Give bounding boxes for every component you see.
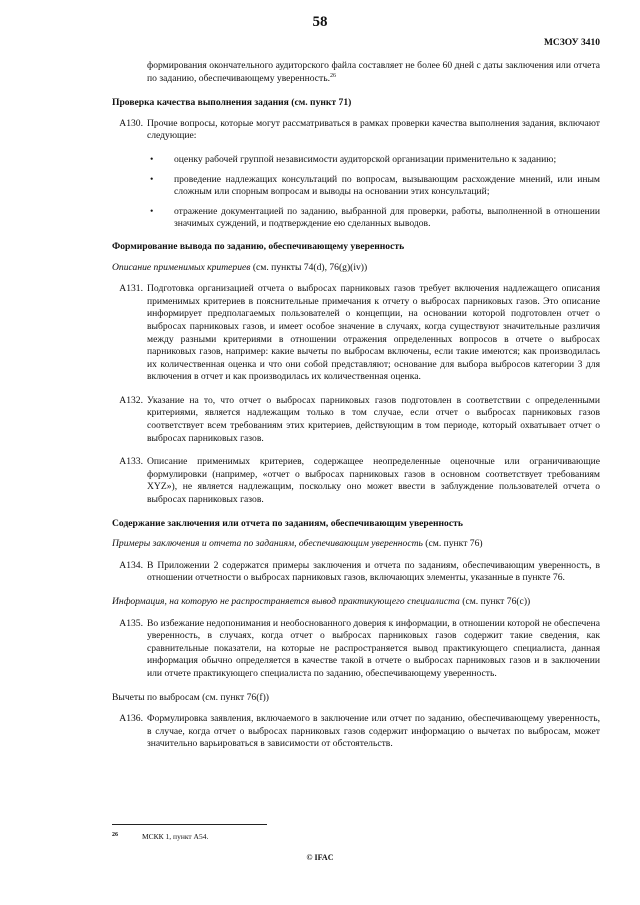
section-heading-report-content: Содержание заключения или отчета по заданиям, обеспечивающим уверенность [112,517,463,529]
paragraph-text: В Приложении 2 содержатся примеры заключения и отчета по заданиям, обеспечивающим уверенность, в отношении отчетности о выбросах парниковых газов, включающих элементы, указанные в пункте 76. [147,559,600,584]
subheading-criteria: Описание применимых критериев (см. пункты 74(d), 76(g)(iv)) [112,261,368,273]
footnote-reference[interactable]: 26 [330,72,337,79]
paragraph-a134 [112,560,600,585]
paragraph-number: А133. [119,456,143,468]
paragraph-text: Подготовка организацией отчета о выбросах парниковых газов требует включения надлежащего описания применимых критериев в пояснительные примечания к отчету о выбросах парниковых газов. Это описание информирует предполагаемых пользователей о концепции, на основании которой подготовлен отчет о выбросах парниковых газов, и имеет особое значение в случаях, когда существуют значительные различия между разными критериями в отношении отражения определенных вопросов в отчете о выбросах парниковых газов, например: какие вычеты по выбросам включены, если такие имеются; как производилась их количественная оценка и что они собой представляют; основание для выбора выбросов категории 3 для включения в отчет и как производилась их количественная оценка. [147,283,600,383]
list-item: • отражение документацией по заданию, выбранной для проверки, работы, выполненной в отношении значимых суждений, и подтверждение ею сделанных выводов. [150,205,600,230]
paragraph-number: А131. [119,283,143,295]
subheading-emission-deductions: Вычеты по выбросам (см. пункт 76(f)) [112,691,269,703]
paragraph-text: Указание на то, что отчет о выбросах парниковых газов подготовлен в соответствии с определенными критериями, является надлежащим только в том случае, если отчет о выбросах парниковых газов соответствует всем требованиям этих критериев, действующим в том периоде, который охватывает отчет о выбросах парниковых газов. [147,394,600,444]
page-content [112,60,600,762]
intro-paragraph [147,60,600,85]
bullet-icon: • [150,205,154,217]
intro-text: формирования окончательного аудиторского файла составляет не более 60 дней с даты заключения или отчета по заданию, обеспечивающему уверенность. [147,60,600,84]
paragraph-a130 [112,118,600,143]
list-item: • проведение надлежащих консультаций по вопросам, вызывающим расхождение мнений, или иным сложным или спорным вопросам и выводы на основании этих консультаций; [150,173,600,198]
section-heading-conclusion: Формирование вывода по заданию, обеспечивающему уверенность [112,240,405,252]
subheading-examples: Примеры заключения и отчета по заданиям, обеспечивающим уверенность (см. пункт 76) [112,538,483,550]
paragraph-text: Описание применимых критериев, содержащее неопределенные оценочные или ограничивающие формулировки (например, «отчет о выбросах парниковых газов в основном соответствует требованиям XYZ»), не является надлежащим, поскольку оно может ввести в заблуждение пользователей отчета о выбросах парниковых газов. [147,456,600,506]
paragraph-a135 [112,618,600,681]
paragraph-text: Прочие вопросы, которые могут рассматриваться в рамках проверки качества выполнения задания, включают следующие: [147,117,600,142]
footnote-text: МСКК 1, пункт А54. [142,832,209,841]
copyright-footer: © IFAC [306,853,334,862]
paragraph-number: А136. [119,713,143,725]
bullet-list [112,154,600,231]
paragraph-a131 [112,283,600,384]
paragraph-number: А130. [119,117,143,129]
paragraph-text: Формулировка заявления, включаемого в заключение или отчет по заданию, обеспечивающему уверенность, в случае, когда отчет о выбросах парниковых газов содержит информацию о вычетах по выбросам, может значительно варьироваться в зависимости от обстоятельств. [147,713,600,750]
paragraph-a133 [112,456,600,506]
paragraph-a136 [112,713,600,751]
paragraph-text: Во избежание недопонимания и необоснованного доверия к информации, в отношении которой не обеспечена уверенность, в случаях, когда отчет о выбросах парниковых газов содержит такие сведения, как сравнительные показатели, на которые не распространяется вывод практикующего специалиста, данная информация обычно определяется в качестве такой в отчете о выбросах парниковых газов и в заключении или отчете практикующего специалиста по заданию, обеспечивающему уверенность. [147,617,600,679]
paragraph-number: А132. [119,394,143,406]
subheading-uncovered-info: Информация, на которую не распространяется вывод практикующего специалиста (см. пункт 76(с)) [112,596,531,607]
standard-code: МСЗОУ 3410 [543,38,600,48]
paragraph-a132 [112,395,600,445]
section-heading-quality-review: Проверка качества выполнения задания (см. пункт 71) [112,97,352,109]
footnote-divider [112,824,267,825]
paragraph-number: А134. [119,559,143,571]
footnote-number: 26 [112,832,118,838]
footnote [112,832,208,841]
page-number: 58 [312,14,328,30]
bullet-icon: • [150,153,154,165]
bullet-icon: • [150,173,154,185]
list-item: • оценку рабочей группой независимости аудиторской организации применительно к заданию; [150,153,557,165]
paragraph-number: А135. [119,617,143,629]
